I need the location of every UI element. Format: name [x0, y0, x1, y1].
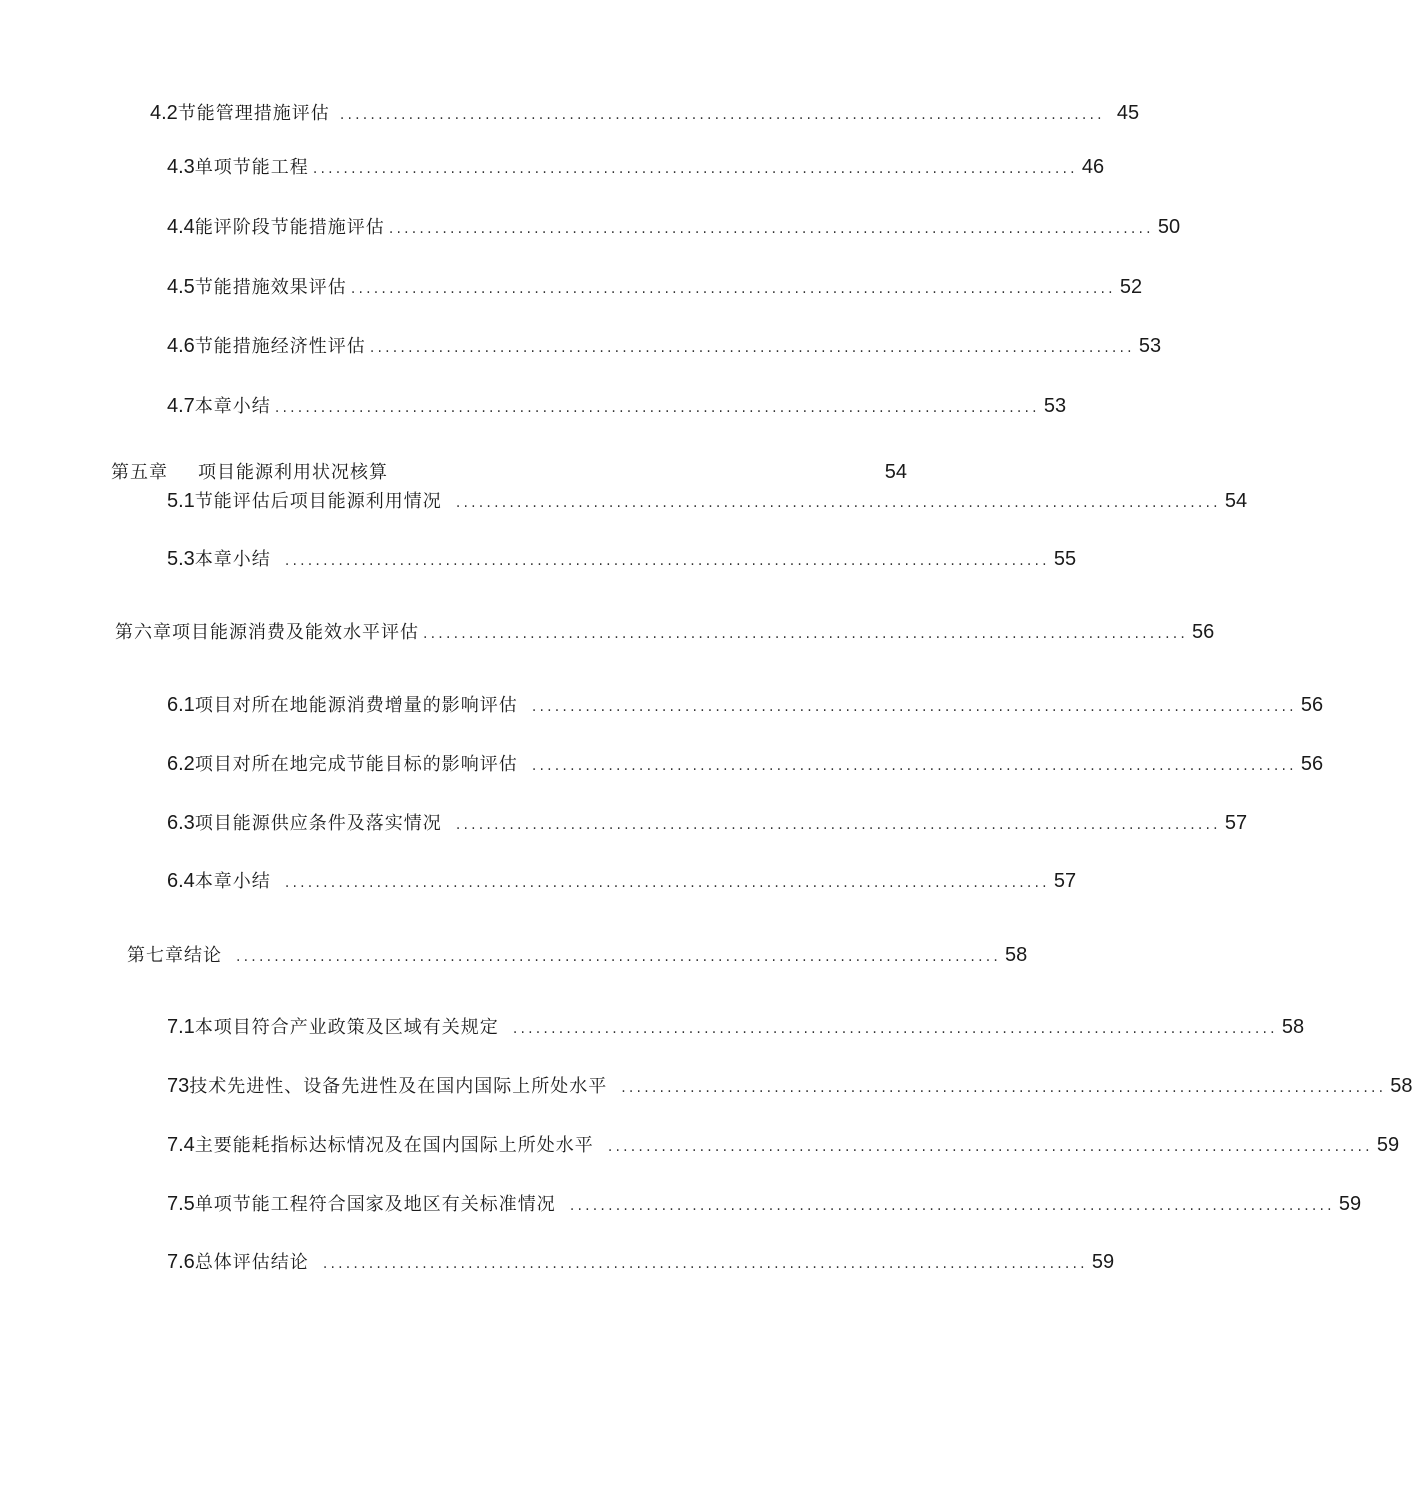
chapter-title: 第七章结论 [127, 945, 222, 966]
dot-leader: .................................................................................................... [339, 107, 1105, 123]
section-title: 项目对所在地能源消费增量的影响评估 [194, 695, 518, 716]
dot-leader: .................................................................................................... [236, 949, 1002, 965]
dot-leader: .................................................................................................... [350, 281, 1116, 297]
page-number: 50 [1157, 216, 1181, 238]
toc-entry-7-6[interactable] [167, 1247, 1115, 1277]
section-title: 节能措施效果评估 [194, 277, 347, 298]
section-number: 6.4 [167, 870, 195, 892]
page-number: 52 [1119, 276, 1143, 298]
dot-leader: .................................................................................................... [455, 495, 1221, 511]
section-title: 项目对所在地完成节能目标的影响评估 [194, 754, 518, 775]
section-title: 节能措施经济性评估 [194, 336, 366, 357]
toc-entry-4-3[interactable] [167, 152, 1105, 182]
toc-entry-7-4[interactable] [167, 1130, 1400, 1160]
section-title: 本项目符合产业政策及区域有关规定 [194, 1017, 499, 1038]
section-title: 主要能耗指标达标情况及在国内国际上所处水平 [194, 1135, 594, 1156]
section-number: 5.3 [167, 548, 195, 570]
toc-entry-7-3[interactable] [167, 1071, 1413, 1101]
chapter-title: 项目能源消费及能效水平评估 [172, 622, 419, 643]
toc-entry-4-6[interactable] [167, 331, 1162, 361]
toc-entry-4-5[interactable] [167, 272, 1143, 302]
toc-entry-4-4[interactable] [167, 212, 1181, 242]
dot-leader: .................................................................................................... [512, 1021, 1278, 1037]
page-number: 55 [1053, 548, 1077, 570]
section-title: 技术先进性、设备先进性及在国内国际上所处水平 [189, 1076, 608, 1097]
toc-entry-6-3[interactable] [167, 808, 1248, 838]
page-number: 58 [1281, 1016, 1305, 1038]
dot-leader: .................................................................................................... [569, 1198, 1335, 1214]
section-number: 4.7 [167, 395, 195, 417]
toc-entry-6-4[interactable] [167, 866, 1077, 896]
section-number: 6.3 [167, 812, 195, 834]
toc-entry-6-1[interactable] [167, 690, 1324, 720]
section-number: 7.6 [167, 1251, 195, 1273]
dot-leader: .................................................................................................... [312, 161, 1078, 177]
chapter-label: 第六章 [115, 622, 172, 643]
dot-leader: .................................................................................................... [455, 817, 1221, 833]
dot-leader: .................................................................................................... [621, 1080, 1387, 1096]
dot-leader: .................................................................................................... [322, 1256, 1088, 1272]
dot-leader: .................................................................................................... [531, 758, 1297, 774]
dot-leader: .................................................................................................... [607, 1139, 1373, 1155]
page-number: 54 [1224, 490, 1248, 512]
page-number: 53 [1043, 395, 1067, 417]
toc-entry-7-5[interactable] [167, 1189, 1362, 1219]
section-number: 4.4 [167, 216, 195, 238]
section-title: 能评阶段节能措施评估 [194, 217, 385, 238]
page-number: 56 [1300, 694, 1324, 716]
dot-leader: .................................................................................................... [388, 221, 1154, 237]
chapter-label: 第五章 [111, 462, 168, 483]
chapter-title: 项目能源利用状况核算 [198, 462, 388, 483]
dot-leader: .................................................................................................... [284, 553, 1050, 569]
section-title: 本章小结 [194, 871, 271, 892]
section-number: 5.1 [167, 490, 195, 512]
section-number: 6.2 [167, 753, 195, 775]
toc-entry-5-3[interactable] [167, 544, 1077, 574]
page-number: 59 [1091, 1251, 1115, 1273]
section-title: 本章小结 [194, 396, 271, 417]
section-number: 4.5 [167, 276, 195, 298]
page-number: 56 [1192, 621, 1215, 643]
section-number: 7.4 [167, 1134, 195, 1156]
page-number: 59 [1338, 1193, 1362, 1215]
page-number: 57 [1053, 870, 1077, 892]
page-number: 58 [1390, 1075, 1413, 1097]
dot-leader: .................................................................................................... [284, 875, 1050, 891]
page-number: 54 [884, 461, 907, 483]
section-title: 单项节能工程符合国家及地区有关标准情况 [194, 1194, 556, 1215]
section-number: 4.6 [167, 335, 195, 357]
page-number: 45 [1116, 102, 1140, 124]
page-number: 46 [1081, 156, 1105, 178]
section-title: 总体评估结论 [194, 1252, 309, 1273]
section-title: 项目能源供应条件及落实情况 [194, 813, 442, 834]
page-number: 57 [1224, 812, 1248, 834]
page-number: 58 [1005, 944, 1028, 966]
toc-entry-4-7[interactable] [167, 391, 1067, 421]
toc-chapter-5[interactable] [111, 457, 907, 487]
section-title: 节能评估后项目能源利用情况 [194, 491, 442, 512]
toc-entry-7-1[interactable] [167, 1012, 1305, 1042]
section-title: 节能管理措施评估 [177, 103, 330, 124]
section-number: 7.1 [167, 1016, 195, 1038]
toc-chapter-6[interactable] [115, 617, 1215, 647]
section-number: 6.1 [167, 694, 195, 716]
toc-entry-4-2[interactable] [150, 98, 1140, 128]
page-number: 56 [1300, 753, 1324, 775]
dot-leader: .................................................................................................... [423, 626, 1189, 642]
dot-leader: .................................................................................................... [531, 699, 1297, 715]
section-title: 本章小结 [194, 549, 271, 570]
dot-leader: .................................................................................................... [274, 400, 1040, 416]
page-number: 59 [1376, 1134, 1400, 1156]
section-title: 单项节能工程 [194, 157, 309, 178]
section-number: 4.2 [150, 102, 178, 124]
page-number: 53 [1138, 335, 1162, 357]
toc-chapter-7[interactable] [127, 940, 1028, 970]
toc-entry-5-1[interactable] [167, 486, 1248, 516]
section-number: 73 [167, 1075, 190, 1097]
section-number: 4.3 [167, 156, 195, 178]
section-number: 7.5 [167, 1193, 195, 1215]
toc-entry-6-2[interactable] [167, 749, 1324, 779]
dot-leader: .................................................................................................... [369, 340, 1135, 356]
